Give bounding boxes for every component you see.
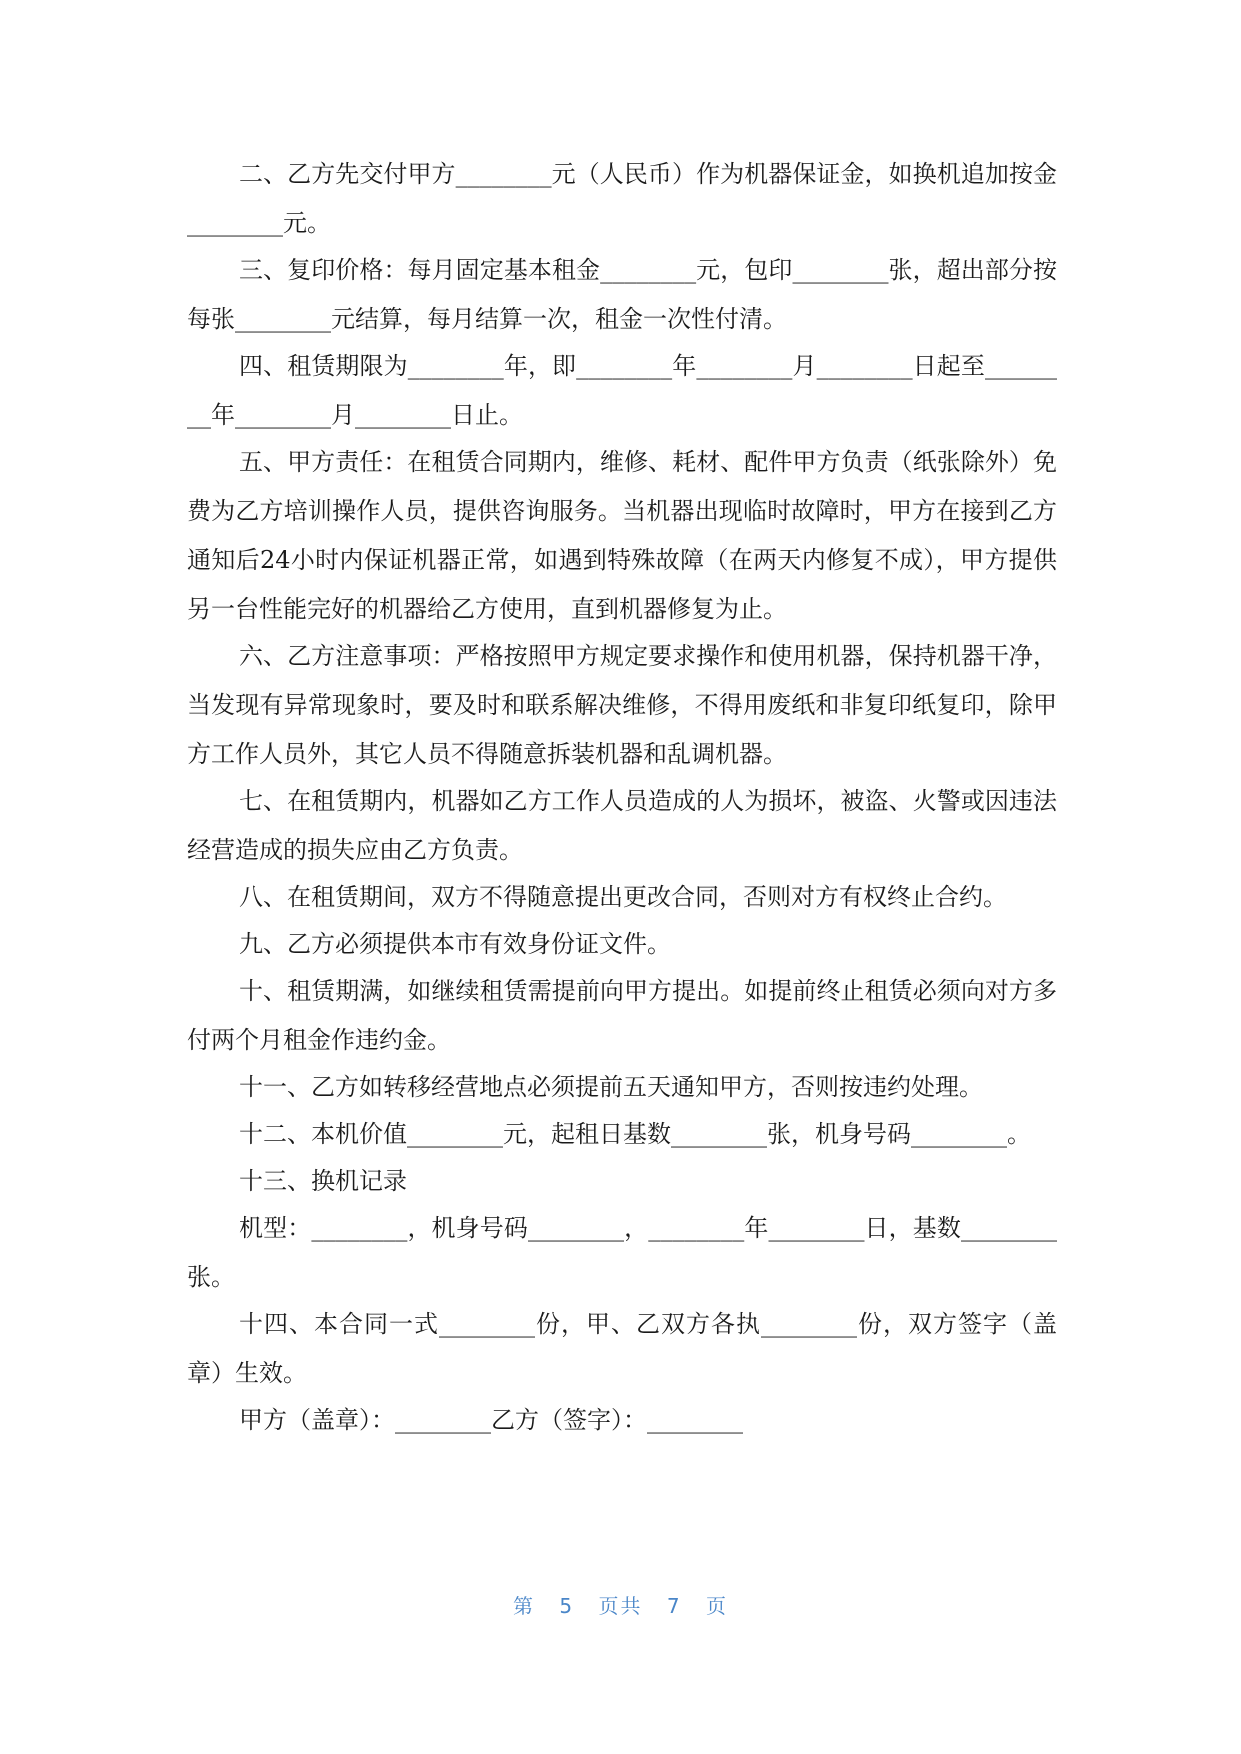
footer-page-number: 5 xyxy=(559,1594,575,1618)
clause-3-copy-price: 三、复印价格：每月固定基本租金________元，包印________张，超出部分按每张________元结算，每月结算一次，租金一次性付清。 xyxy=(187,256,1057,333)
clause-12-machine-value: 十二、本机价值________元，起租日基数________张，机身号码________。 xyxy=(239,1120,1031,1148)
clause-7-damage-liability: 七、在租赁期内，机器如乙方工作人员造成的人为损坏，被盗、火警或因违法经营造成的损失应由乙方负责。 xyxy=(187,787,1057,864)
exchange-record-details: 机型：________，机身号码________，________年________日，基数________张。 xyxy=(187,1214,1057,1291)
clause-4-lease-term: 四、租赁期限为________年，即________年________月________日起至________年________月________日止。 xyxy=(187,352,1057,429)
clause-10-lease-expiry: 十、租赁期满，如继续租赁需提前向甲方提出。如提前终止租赁必须向对方多付两个月租金作违约金。 xyxy=(187,977,1057,1054)
clause-14-copies: 十四、本合同一式________份，甲、乙双方各执________份，双方签字（盖章）生效。 xyxy=(187,1310,1057,1387)
signature-line: 甲方（盖章）：________乙方（签字）：________ xyxy=(239,1406,743,1434)
clause-13-exchange-record: 十三、换机记录 xyxy=(239,1167,407,1195)
page-footer xyxy=(0,1590,1241,1619)
clause-5-party-a-duties: 五、甲方责任：在租赁合同期内，维修、耗材、配件甲方负责（纸张除外）免费为乙方培训操作人员，提供咨询服务。当机器出现临时故障时，甲方在接到乙方通知后24小时内保证机器正常，如遇到特殊故障（在两天内修复不成），甲方提供另一台性能完好的机器给乙方使用，直到机器修复为止。 xyxy=(187,448,1057,623)
clause-9-id-documents: 九、乙方必须提供本市有效身份证文件。 xyxy=(239,930,671,958)
footer-middle: 页共 xyxy=(598,1594,643,1618)
document-body xyxy=(187,150,1057,1445)
footer-prefix: 第 xyxy=(513,1594,536,1618)
clause-8-no-changes: 八、在租赁期间，双方不得随意提出更改合同，否则对方有权终止合约。 xyxy=(239,883,1007,911)
footer-suffix: 页 xyxy=(705,1594,728,1618)
clause-6-party-b-notes: 六、乙方注意事项：严格按照甲方规定要求操作和使用机器，保持机器干净，当发现有异常现象时，要及时和联系解决维修，不得用废纸和非复印纸复印，除甲方工作人员外，其它人员不得随意拆装机器和乱调机器。 xyxy=(187,642,1057,768)
clause-11-relocation: 十一、乙方如转移经营地点必须提前五天通知甲方，否则按违约处理。 xyxy=(239,1073,983,1101)
clause-2-deposit: 二、乙方先交付甲方________元（人民币）作为机器保证金，如换机追加按金________元。 xyxy=(187,160,1057,237)
footer-total-pages: 7 xyxy=(666,1594,682,1618)
